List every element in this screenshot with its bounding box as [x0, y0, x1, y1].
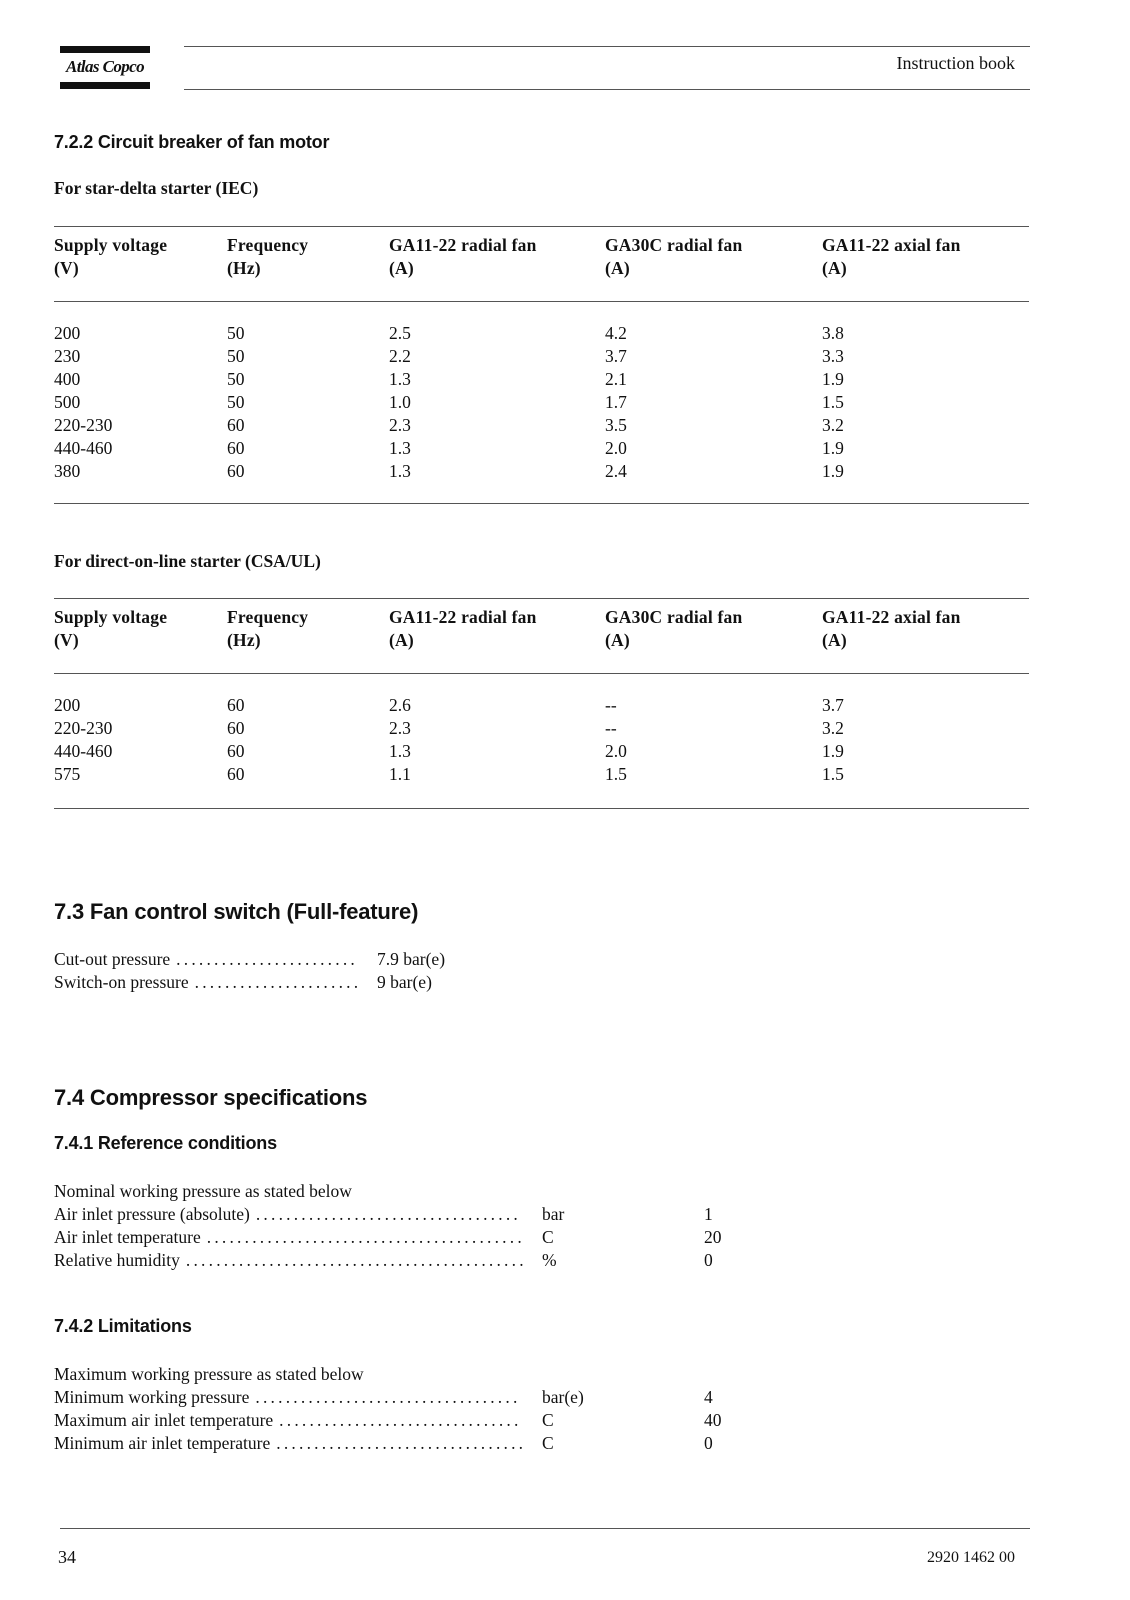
spec-row — [54, 1203, 764, 1226]
table-cell: 500 — [54, 392, 81, 412]
table-cell: 50 — [227, 346, 245, 366]
column-header-title: GA11-22 axial fan — [822, 607, 961, 627]
table-column — [389, 322, 411, 483]
atlas-copco-logo — [60, 46, 150, 92]
table-cell: -- — [605, 695, 617, 715]
dot-leader: .......................................... — [206, 1227, 525, 1247]
table-cell: 2.0 — [605, 741, 627, 761]
header-title: Instruction book — [896, 53, 1015, 73]
spec-value: 40 — [704, 1410, 722, 1430]
spec-row — [54, 948, 446, 971]
table-cell: 220-230 — [54, 718, 113, 738]
column-header-unit: (A) — [605, 258, 630, 278]
header-top-rule — [184, 46, 1030, 47]
spec-value: 4 — [704, 1387, 713, 1407]
table-cell: 60 — [227, 695, 245, 715]
table-column — [389, 694, 411, 786]
table-cell: 3.7 — [822, 695, 844, 715]
table1-caption: For star-delta starter (IEC) — [54, 178, 259, 198]
column-header — [389, 234, 537, 280]
spec-row — [54, 1432, 764, 1455]
table-column — [227, 694, 245, 786]
table-cell: 3.8 — [822, 323, 844, 343]
table-cell: 4.2 — [605, 323, 627, 343]
dot-leader: ...................... — [194, 972, 362, 992]
table-column — [605, 694, 627, 786]
page-number: 34 — [58, 1547, 76, 1567]
table-column — [822, 694, 844, 786]
section-742-heading: 7.4.2 Limitations — [54, 1316, 192, 1336]
section-722-heading: 7.2.2 Circuit breaker of fan motor — [54, 132, 330, 152]
table-cell: 60 — [227, 741, 245, 761]
table-cell: 60 — [227, 764, 245, 784]
document-number: 2920 1462 00 — [927, 1549, 1015, 1566]
spec-value: 0 — [704, 1433, 713, 1453]
table-cell: 380 — [54, 461, 81, 481]
column-header — [822, 606, 961, 652]
spec-unit: bar(e) — [542, 1387, 584, 1407]
table-cell: 2.6 — [389, 695, 411, 715]
table-cell: 2.1 — [605, 369, 627, 389]
table-cell: 1.3 — [389, 369, 411, 389]
column-header — [227, 606, 308, 652]
table-column — [605, 322, 627, 483]
dot-leader: ............................................. — [185, 1250, 527, 1270]
table-cell: 440-460 — [54, 438, 113, 458]
column-header-title: Supply voltage — [54, 235, 168, 255]
table-top-rule — [54, 226, 1029, 227]
column-header — [389, 606, 537, 652]
table-cell: 400 — [54, 369, 81, 389]
table-column — [227, 322, 245, 483]
table-cell: 2.2 — [389, 346, 411, 366]
table-cell: 2.3 — [389, 718, 411, 738]
spec-label: Minimum air inlet temperature — [54, 1433, 271, 1453]
dot-leader: ................................... — [255, 1387, 521, 1407]
spec-row — [54, 1409, 764, 1432]
column-header-unit: (Hz) — [227, 258, 261, 278]
column-header-title: GA11-22 radial fan — [389, 235, 537, 255]
table-cell: 60 — [227, 461, 245, 481]
spec-unit: C — [542, 1227, 554, 1247]
star-delta-table — [54, 226, 1029, 506]
column-header — [605, 606, 742, 652]
table-cell: -- — [605, 718, 617, 738]
spec-label: Air inlet temperature — [54, 1227, 201, 1247]
table-cell: 1.1 — [389, 764, 411, 784]
spec-unit: C — [542, 1433, 554, 1453]
table-header-rule — [54, 673, 1029, 674]
direct-on-line-table — [54, 598, 1029, 811]
table-cell: 440-460 — [54, 741, 113, 761]
spec-value: 20 — [704, 1227, 722, 1247]
limitations-list — [54, 1386, 764, 1455]
table-cell: 1.5 — [605, 764, 627, 784]
table-cell: 60 — [227, 718, 245, 738]
column-header-title: Frequency — [227, 235, 309, 255]
column-header — [54, 606, 167, 652]
column-header — [54, 234, 167, 280]
table-cell: 50 — [227, 392, 245, 412]
table-cell: 2.4 — [605, 461, 627, 481]
spec-value: 9 bar(e) — [377, 972, 432, 992]
logo-text: Atlas Copco — [66, 57, 144, 76]
reference-conditions-intro: Nominal working pressure as stated below — [54, 1181, 352, 1201]
table-cell: 1.3 — [389, 461, 411, 481]
column-header-title: GA30C radial fan — [605, 607, 743, 627]
table-cell: 200 — [54, 323, 81, 343]
table-header-rule — [54, 301, 1029, 302]
table-bottom-rule — [54, 808, 1029, 809]
table2-caption: For direct-on-line starter (CSA/UL) — [54, 551, 321, 571]
table-cell: 50 — [227, 369, 245, 389]
spec-label: Air inlet pressure (absolute) — [54, 1204, 250, 1224]
header-bottom-rule — [184, 89, 1030, 90]
spec-value: 7.9 bar(e) — [377, 949, 446, 969]
table-cell: 1.7 — [605, 392, 627, 412]
spec-unit: bar — [542, 1204, 565, 1224]
dot-leader: ................................. — [276, 1433, 527, 1453]
dot-leader: ................................ — [279, 1410, 522, 1430]
table-cell: 1.5 — [822, 764, 844, 784]
column-header-unit: (V) — [54, 630, 79, 650]
section-73-heading: 7.3 Fan control switch (Full-feature) — [54, 899, 419, 924]
table-cell: 3.2 — [822, 415, 844, 435]
table-cell: 60 — [227, 415, 245, 435]
column-header-title: Frequency — [227, 607, 309, 627]
table-cell: 3.3 — [822, 346, 844, 366]
spec-value: 0 — [704, 1250, 713, 1270]
table-cell: 220-230 — [54, 415, 113, 435]
spec-row — [54, 1386, 764, 1409]
column-header — [605, 234, 742, 280]
column-header-unit: (A) — [605, 630, 630, 650]
table-cell: 575 — [54, 764, 81, 784]
table-cell: 1.9 — [822, 741, 844, 761]
column-header-title: GA11-22 axial fan — [822, 235, 961, 255]
reference-conditions-list — [54, 1203, 764, 1272]
column-header-unit: (A) — [822, 258, 847, 278]
table-column — [822, 322, 844, 483]
table-cell: 60 — [227, 438, 245, 458]
column-header-title: Supply voltage — [54, 607, 168, 627]
table-column — [54, 694, 112, 786]
dot-leader: ................................... — [255, 1204, 521, 1224]
table-cell: 1.9 — [822, 461, 844, 481]
table-column — [54, 322, 112, 483]
table-cell: 1.5 — [822, 392, 844, 412]
spec-row — [54, 1249, 764, 1272]
logo-bottom-bar — [60, 82, 150, 89]
column-header-unit: (A) — [389, 630, 414, 650]
table-cell: 1.3 — [389, 438, 411, 458]
column-header — [227, 234, 308, 280]
column-header — [822, 234, 961, 280]
column-header-unit: (A) — [822, 630, 847, 650]
footer-rule — [60, 1528, 1030, 1529]
section-741-heading: 7.4.1 Reference conditions — [54, 1133, 277, 1153]
column-header-unit: (V) — [54, 258, 79, 278]
dot-leader: ........................ — [176, 949, 358, 969]
table-cell: 3.5 — [605, 415, 627, 435]
column-header-unit: (Hz) — [227, 630, 261, 650]
table-cell: 1.9 — [822, 438, 844, 458]
spec-label: Minimum working pressure — [54, 1387, 250, 1407]
logo-top-bar — [60, 46, 150, 53]
table-cell: 1.3 — [389, 741, 411, 761]
table-cell: 1.0 — [389, 392, 411, 412]
limitations-intro: Maximum working pressure as stated below — [54, 1364, 364, 1384]
table-cell: 2.0 — [605, 438, 627, 458]
spec-row — [54, 1226, 764, 1249]
table-cell: 3.7 — [605, 346, 627, 366]
spec-value: 1 — [704, 1204, 713, 1224]
table-top-rule — [54, 598, 1029, 599]
table-cell: 3.2 — [822, 718, 844, 738]
table-cell: 2.3 — [389, 415, 411, 435]
table-cell: 2.5 — [389, 323, 411, 343]
spec-label: Cut-out pressure — [54, 949, 171, 969]
spec-label: Switch-on pressure — [54, 972, 189, 992]
column-header-title: GA11-22 radial fan — [389, 607, 537, 627]
table-cell: 50 — [227, 323, 245, 343]
column-header-unit: (A) — [389, 258, 414, 278]
spec-label: Relative humidity — [54, 1250, 180, 1270]
section-74-heading: 7.4 Compressor specifications — [54, 1085, 368, 1110]
fan-switch-list — [54, 948, 446, 994]
column-header-title: GA30C radial fan — [605, 235, 743, 255]
spec-label: Maximum air inlet temperature — [54, 1410, 274, 1430]
spec-unit: % — [542, 1250, 557, 1270]
spec-row — [54, 971, 437, 994]
table-cell: 230 — [54, 346, 81, 366]
table-cell: 200 — [54, 695, 81, 715]
spec-unit: C — [542, 1410, 554, 1430]
table-bottom-rule — [54, 503, 1029, 504]
table-cell: 1.9 — [822, 369, 844, 389]
